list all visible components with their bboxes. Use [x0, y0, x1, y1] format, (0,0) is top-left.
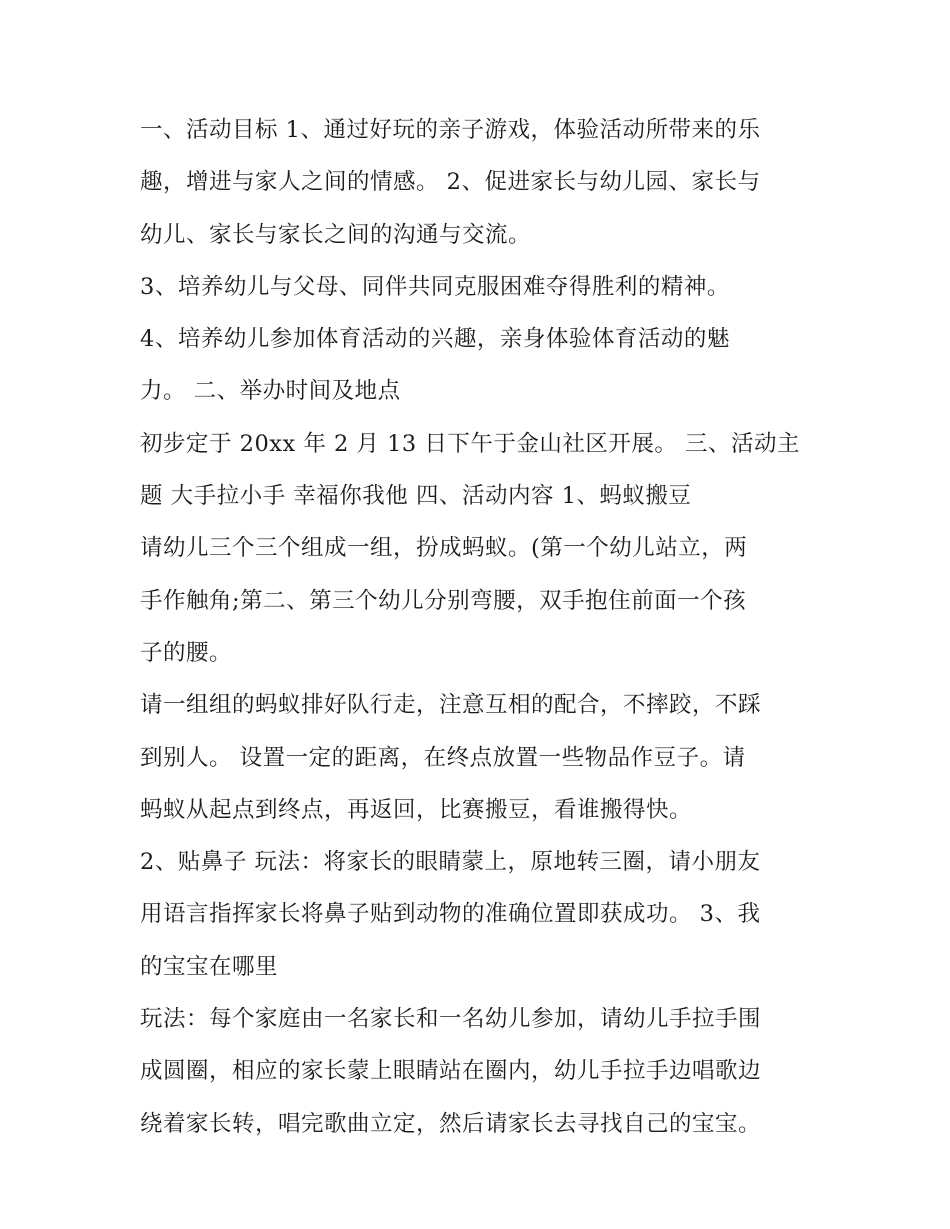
text-line: 一、活动目标 1、通过好玩的亲子游戏，体验活动所带来的乐 [140, 117, 761, 143]
text-line: 力。 二、举办时间及地点 [140, 378, 401, 405]
text-line: 题 大手拉小手 幸福你我他 四、活动内容 1、蚂蚁搬豆 [140, 483, 692, 510]
text-line: 成圆圈，相应的家长蒙上眼睛站在圈内，幼儿手拉手边唱歌边 [140, 1058, 762, 1085]
text-line: 子的腰。 [140, 639, 233, 666]
text-line: 趣，增进与家人之间的情感。 2、促进家长与幼儿园、家长与 [140, 169, 761, 196]
text-line: 2、贴鼻子 玩法：将家长的眼睛蒙上，原地转三圈，请小朋友 [140, 849, 761, 876]
text-line: 玩法：每个家庭由一名家长和一名幼儿参加，请幼儿手拉手围 [140, 1006, 762, 1033]
document-body [140, 108, 820, 1154]
text-line: 手作触角;第二、第三个幼儿分别弯腰，双手抱住前面一个孩 [140, 587, 747, 614]
text-line: 蚂蚁从起点到终点，再返回，比赛搬豆，看谁搬得快。 [140, 796, 693, 823]
text-line: 绕着家长转，唱完歌曲立定，然后请家长去寻找自己的宝宝。 [140, 1110, 762, 1137]
text-line: 请幼儿三个三个组成一组，扮成蚂蚁。(第一个幼儿站立，两 [140, 535, 748, 562]
text-line: 3、培养幼儿与父母、同伴共同克服困难夺得胜利的精神。 [140, 273, 730, 300]
text-line: 4、培养幼儿参加体育活动的兴趣，亲身体验体育活动的魅 [140, 326, 730, 353]
text-line: 的宝宝在哪里 [140, 953, 279, 980]
text-line: 到别人。 设置一定的距离，在终点放置一些物品作豆子。请 [140, 744, 746, 771]
text-line: 请一组组的蚂蚁排好队行走，注意互相的配合，不摔跤，不踩 [140, 692, 762, 719]
text-line: 幼儿、家长与家长之间的沟通与交流。 [140, 221, 532, 248]
text-line: 用语言指挥家长将鼻子贴到动物的准确位置即获成功。 3、我 [140, 901, 761, 928]
text-line: 初步定于 20xx 年 2 月 13 日下午于金山社区开展。 三、活动主 [140, 430, 801, 457]
